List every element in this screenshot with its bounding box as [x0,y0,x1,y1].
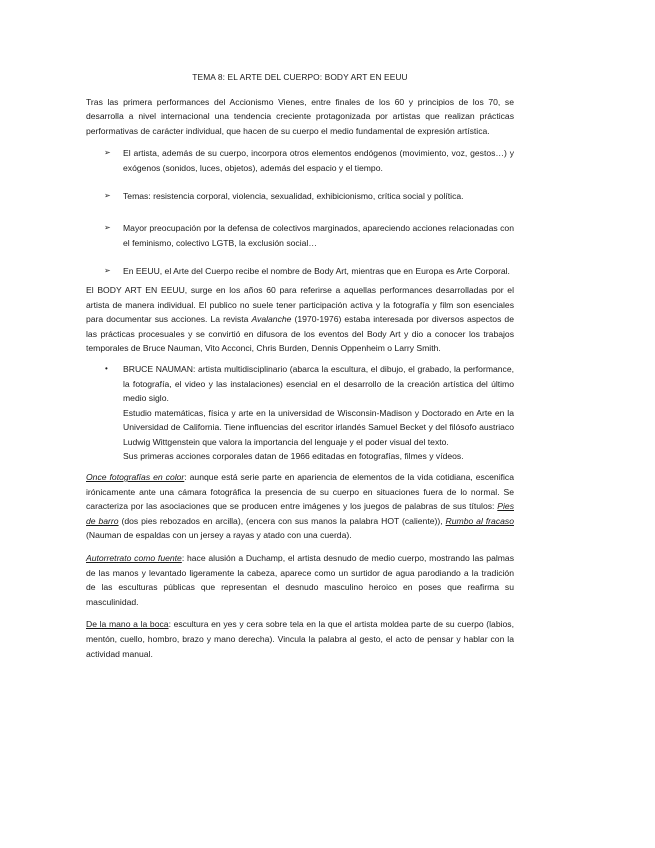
list-item-text: Mayor preocupación por la defensa de colectivos marginados, apareciendo acciones relacionadas con el feminismo, colectivo LGTB, la exclusión social… [123,223,514,248]
de-la-mano-paragraph [86,617,514,661]
body-art-text-before: El BODY ART EN EEUU, surge en los años 60 para referirse a aquellas performances desarrolladas por el artista de manera individual. El publico no suele tener participación activa y la fotografía y film son esenciales para documentar sus acciones. La revista [86,284,514,325]
document-page [86,70,514,669]
nauman-paragraph-3: Sus primeras acciones corporales datan de 1966 editadas en fotografías, filmes y vídeos. [123,451,464,462]
body-art-paragraph [86,283,514,356]
arrow-bullet-icon: ➢ [104,266,111,276]
arrow-bullet-icon: ➢ [104,190,111,200]
document-title: TEMA 8: EL ARTE DEL CUERPO: BODY ART EN EEUU [192,72,408,82]
intro-paragraph: Tras las primera performances del Accionismo Vienes, entre finales de los 60 y principios de los 70, se desarrolla a nivel internacional una tendencia creciente protagonizada por artistas que realizan prácticas performativas de carácter individual, que hacen de su cuerpo el medio fundamental de expresión artística. [86,96,514,136]
arrow-bullet-list [86,146,514,279]
once-text-1: : aunque está serie parte en apariencia de elementos de la vida cotidiana, escenifica irónicamente ante una cámara fotográfica la presencia de su cuerpo en situaciones fuera de lo normal. Se caracteriza por las asociaciones que se producen entre imágenes y los juegos de palabras de sus títulos: [86,472,514,512]
body-art-text-after: (1970-1976) estaba interesada por diversos aspectos de las prácticas procesuales y se convirtió en difusora de los eventos del Body Art y dio a conocer los trabajos temporales de Bruce Nauman, Vito Acconci, Chris Burden, Dennis Oppenheim o Larry Smith. [86,314,514,354]
list-item [86,264,514,279]
arrow-bullet-icon: ➢ [104,223,111,233]
round-bullet-icon: • [105,363,108,373]
list-item [86,146,514,175]
once-fotografias-title: Once fotografías en color [86,472,185,483]
list-item [86,221,514,250]
autorretrato-title: Autorretrato como fuente [86,553,182,564]
list-item-text: Temas: resistencia corporal, violencia, sexualidad, exhibicionismo, crítica social y política. [123,190,464,201]
list-item [86,189,514,204]
autorretrato-text: : hace alusión a Duchamp, el artista desnudo de medio cuerpo, mostrando las palmas de las manos y levantado ligeramente la cabeza, aparece como un surtidor de agua parodiando a la tradición de las esculturas públicas que representan el desnudo masculino heroico en poses que reafirma su masculinidad. [86,553,514,607]
once-text-3: (Nauman de espaldas con un jersey a rayas y atado con una cuerda). [86,530,352,541]
rumbo-al-fracaso-title: Rumbo al fracaso [445,515,514,526]
de-la-mano-title: De la mano a la boca [86,619,169,630]
arrow-bullet-icon: ➢ [104,148,111,158]
avalanche-magazine: Avalanche [251,314,292,325]
once-fotografias-paragraph [86,470,514,543]
de-la-mano-text: : escultura en yes y cera sobre tela en la que el artista moldea parte de su cuerpo (labios, mentón, cuello, hombro, brazo y mano derecha). Vincula la palabra al gesto, el acto de pensar y hablar con la actividad manual. [86,619,514,659]
list-item-text: El artista, además de su cuerpo, incorpora otros elementos endógenos (movimiento, voz, gestos…) y exógenos (sonidos, luces, objetos), además del espacio y el tiempo. [123,148,514,173]
nauman-paragraph-2: Estudio matemáticas, física y arte en la universidad de Wisconsin-Madison y Doctorado en Arte en la Universidad de California. Tiene influencias del escritor irlandés Samuel Becket y del filósofo austriaco Ludwig Wittgenstein que valora la importancia del lenguaje y el poder visual del texto. [123,407,514,447]
pies-de-barro-title: Pies de barro [86,501,514,526]
nauman-bullet [86,362,514,464]
nauman-paragraph-1: BRUCE NAUMAN: artista multidisciplinario (abarca la escultura, el dibujo, el grabado, la performance, la fotografía, el video y las instalaciones) esencial en el desarrollo de la creación artística del último medio siglo. [123,363,514,404]
list-item-text: En EEUU, el Arte del Cuerpo recibe el nombre de Body Art, mientras que en Europa es Arte Corporal. [123,266,510,277]
once-text-2: (dos pies rebozados en arcilla), (encera con sus manos la palabra HOT (caliente)), [118,515,446,526]
autorretrato-paragraph [86,551,514,609]
